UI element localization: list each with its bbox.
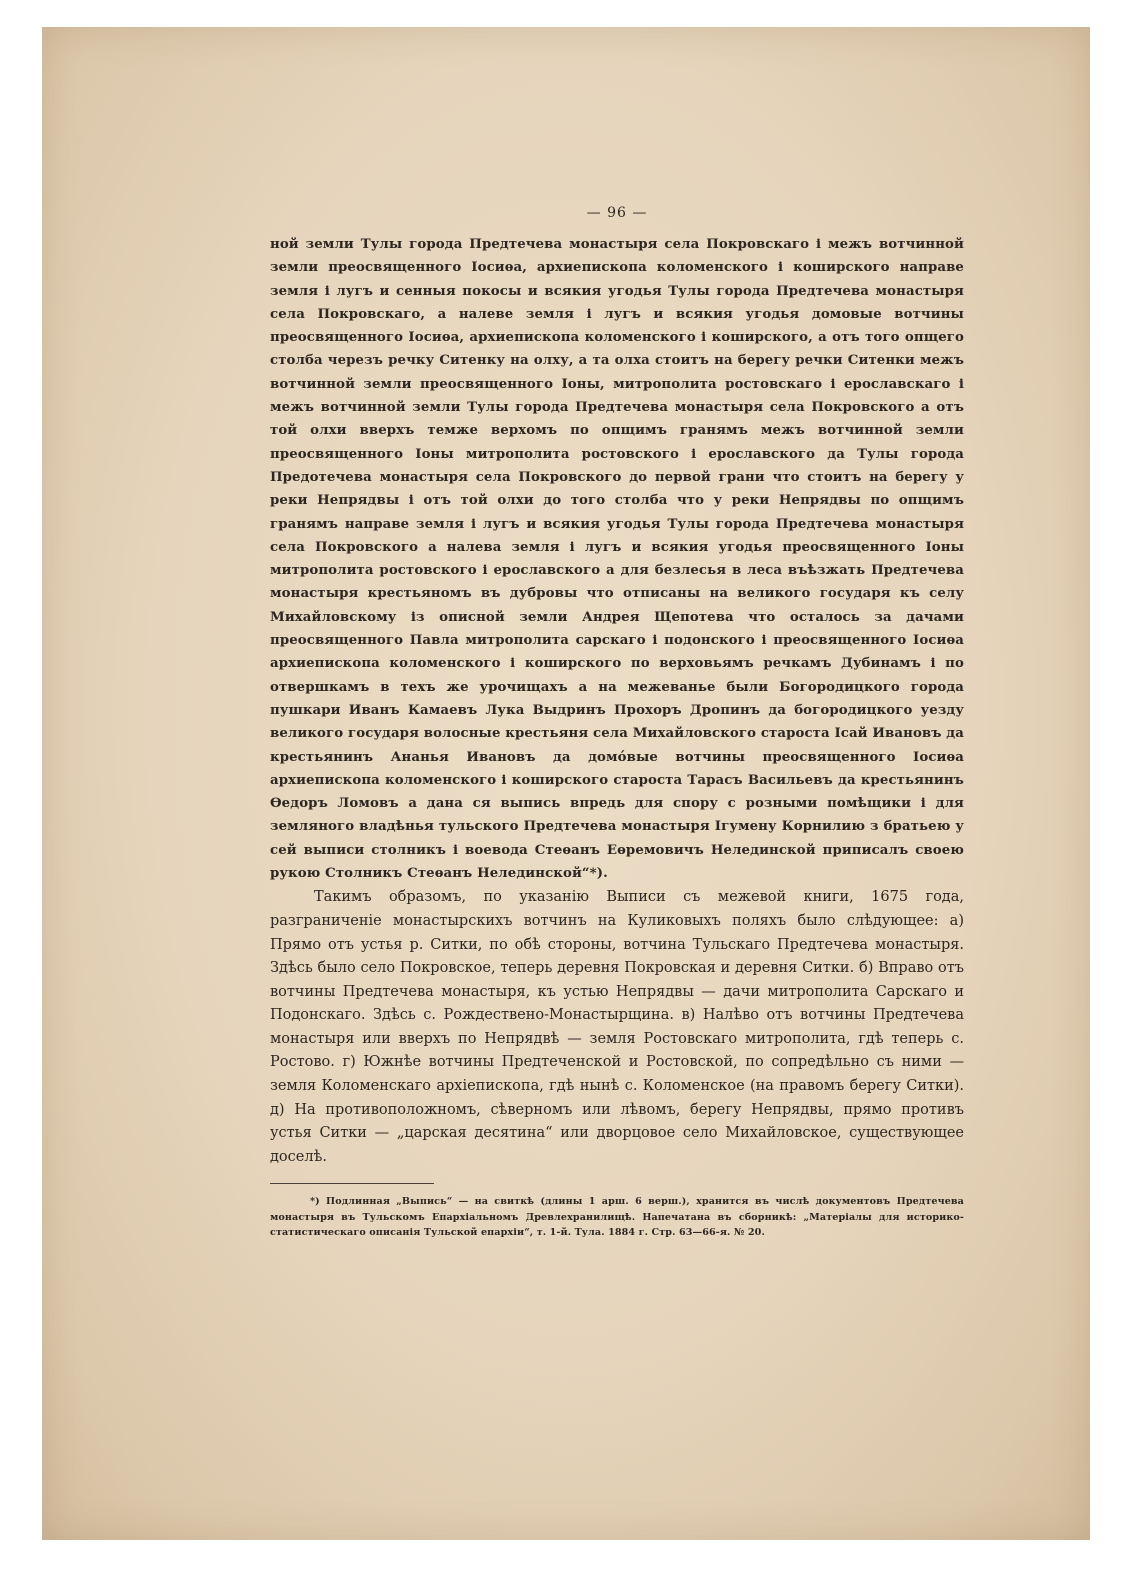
- body-paragraph: Такимъ образомъ, по указанію Выписи съ межевой книги, 1675 года, разграниченіе монастырскихъ вотчинъ на Куликовыхъ поляхъ было слѣдующее: а) Прямо отъ устья р. Ситки, по обѣ стороны, вотчина Тульскаго Предтечева монастыря. Здѣсь было село Покровское, теперь деревня Покровская и деревня Ситки. б) Вправо отъ вотчины Предтечева монастыря, къ устью Непрядвы — дачи митрополита Сарскаго и Подонскаго. Здѣсь с. Рождествено-Монастырщина. в) Налѣво отъ вотчины Предтечева монастыря или вверхъ по Непрядвѣ — земля Ростовскаго митрополита, гдѣ теперь с. Ростово. г) Южнѣе вотчины Предтеченской и Ростовской, по сопредѣльно съ ними — земля Коломенскаго архіепископа, гдѣ нынѣ с. Коломенское (на правомъ берегу Ситки). д) На противоположномъ, сѣверномъ или лѣвомъ, берегу Непрядвы, прямо противъ устья Ситки — „царская десятина“ или дворцовое село Михайловское, существующее доселѣ.: [270, 889, 964, 1165]
- quoted-survey-text: ной земли Тулы города Предтечева монастыря села Покровскаго і межъ вотчинной земли преосвященного Іосиѳа, архиепископа коломенского і коширского направе земля і лугъ и сенныя покосы и всякия угодья Тулы города Предтечева монастыря села Покровскаго, а налеве земля і лугъ и всякия угодья домовые вотчины преосвященного Іосиѳа, архиепископа коломенского і коширского, а отъ того опщего столба черезъ речку Ситенку на олху, а та олха стоитъ на берегу речки Ситенки межъ вотчинной земли преосвященного Іоны, митрополита ростовскаго і ерославскаго і межъ вотчинной земли Тулы города Предтечева монастыря села Покровского а отъ той олхи вверхъ темже верхомъ по опщимъ гранямъ межъ вотчинной земли преосвященного Іоны митрополита ростовского і ерославского да Тулы города Предотечева монастыря села Покровского до первой грани что стоитъ на берегу у реки Непрядвы і отъ той олхи до того столба что у реки Непрядвы по опщимъ гранямъ направе земля і лугъ и всякия угодья Тулы города Предтечева монастыря села Покровского а налева земля і лугъ и всякия угодья преосвященного Іоны митрополита ростовского і ерославского а для безлесья в леса въѣзжать Предтечева монастыря крестьяномъ въ дубровы что отписаны на великого государя къ селу Михайловскому із описной земли Андрея Щепотева что осталось за дачами преосвященного Павла митрополита сарскаго і подонского і преосвященного Іосиѳа архиепископа коломенского і коширского по верховьямъ речкамъ Дубинамъ і по отвершкамъ в техъ же урочищахъ а на межеванье были Богородицкого города пушкари Иванъ Камаевъ Лука Выдринъ Прохоръ Дропинъ да богородицкого уезду великого государя волосные крестьяня села Михайловского староста Ісай Ивановъ да крестьянинъ Ананья Ивановъ да домóвые вотчины преосвященного Іосиѳа архиепископа коломенского і коширского староста Тарасъ Васильевъ да крестьянинъ Ѳедоръ Ломовъ а дана ся выпись впредь для спору с розными помѣщики і для земляного владѣнья тульского Предтечева монастыря Ігумену Корнилию з братьею у сей выписи столникъ і воевода Стеѳанъ Еѳремовичъ Нелединской приписалъ своею рукою Столникъ Стеѳанъ Нелединской“*).: [270, 237, 964, 882]
- footnote-divider: [270, 1183, 434, 1184]
- footnote: *) Подлинная „Выпись“ — на свиткѣ (длины 1 арш. 6 верш.), хранится въ числѣ документовъ Предтечева монастыря въ Тульскомъ Епархіальномъ Древлехранилищѣ. Напечатана въ сборникѣ: „Матеріалы для историко-статистическаго описанія Тульской епархіи“, т. 1-й. Тула. 1884 г. Стр. 63—66-я. № 20.: [270, 1196, 964, 1238]
- page-content: [270, 205, 964, 1240]
- scanned-page: [42, 27, 1090, 1540]
- page-number: — 96 —: [586, 205, 648, 221]
